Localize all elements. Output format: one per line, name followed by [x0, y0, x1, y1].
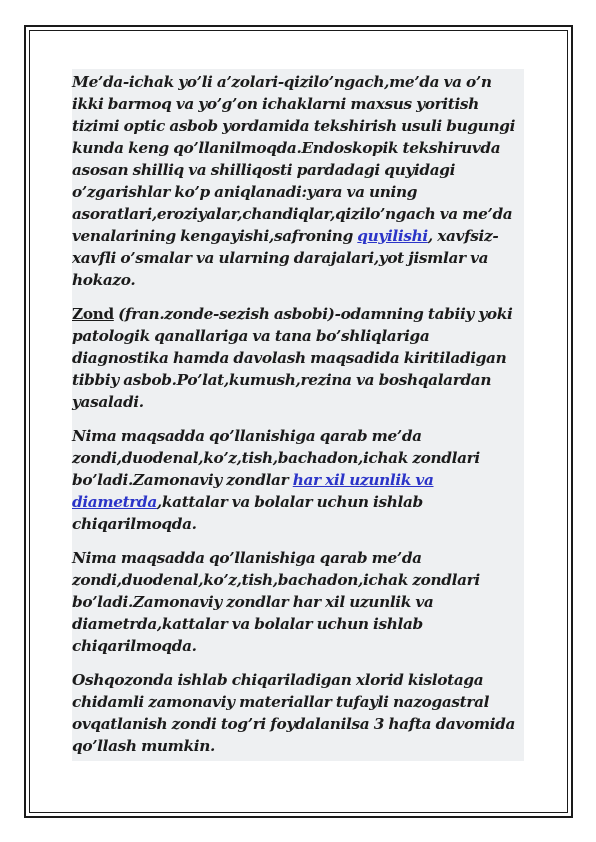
paragraph-text: Me’da-ichak yo’li a’zolari-qizilo’ngach,me’da va o’n ikki barmoq va yo’g’on ichaklarni maxsus yoritish tizimi optic asbob yordamida tekshirish usuli bugungi kunda keng qo’llanilmoqda.Endoskopik tekshiruvda asosan shilliq va shilliqosti pardadagi quyidagi o’zgarishlar ko’p aniqlanadi:yara va uning asoratlari,eroziyalar,chandiqlar,qizilo’ngach va me’da venalarining kengayishi,safroning: [72, 73, 516, 245]
paragraph-zond-types: [72, 425, 524, 535]
link-har-xil-uzunlik[interactable]: har xil uzunlik va diametrda: [72, 471, 434, 511]
paragraph-text: (fran.zonde-sezish asbobi)-odamning tabiiy yoki patologik qanallariga va tana bo’shliqlariga diagnostika hamda davolash maqsadida kiritiladigan tibbiy asbob.Po’lat,kumush,rezina va boshqalardan yasaladi.: [72, 305, 513, 411]
paragraph-text: Nima maqsadda qo’llanishiga qarab me’da zondi,duodenal,ko’z,tish,bachadon,ichak zondlari bo’ladi.Zamonaviy zondlar: [72, 427, 480, 489]
paragraph-endoscopy: [72, 71, 524, 291]
paragraph-zond-types-repeat: Nima maqsadda qo’llanishiga qarab me’da zondi,duodenal,ko’z,tish,bachadon,ichak zondlari bo’ladi.Zamonaviy zondlar har xil uzunlik va diametrda,kattalar va bolalar uchun ishlab chiqarilmoqda.: [72, 549, 480, 655]
link-quyilishi[interactable]: quyilishi: [357, 227, 428, 245]
paragraph-text: ,kattalar va bolalar uchun ishlab chiqarilmoqda.: [72, 493, 423, 533]
term-zond: Zond: [72, 305, 114, 323]
paragraph-zond-definition: [72, 303, 524, 413]
paragraph-nasogastric: Oshqozonda ishlab chiqariladigan xlorid kislotaga chidamli zamonaviy materiallar tufayli nazogastral ovqatlanish zondi tog’ri foydalanilsa 3 hafta davomida qo’llash mumkin.: [72, 671, 516, 755]
document-body: [72, 69, 524, 761]
paragraph-text: , xavfsiz-xavfli o’smalar va ularning darajalari,yot jismlar va hokazo.: [72, 227, 499, 289]
